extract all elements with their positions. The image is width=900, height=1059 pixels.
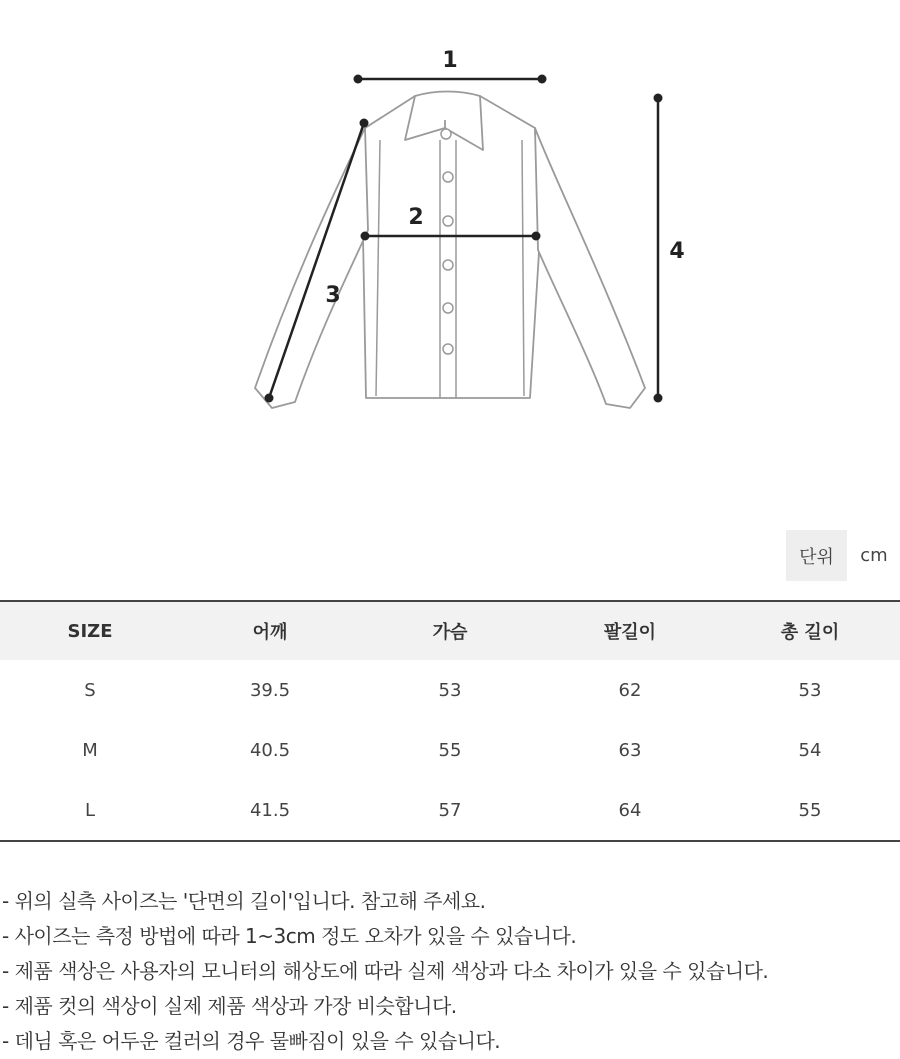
cell-chest: 55	[438, 739, 462, 761]
cell-chest: 57	[438, 799, 462, 821]
cell-sleeve: 64	[618, 799, 642, 821]
label-2: 2	[408, 205, 424, 230]
cell-size: M	[82, 739, 98, 761]
cell-length: 53	[798, 679, 822, 701]
cell-length: 54	[798, 739, 822, 761]
cell-shoulder: 41.5	[249, 799, 291, 821]
label-3: 3	[325, 283, 341, 308]
cell-shoulder: 40.5	[249, 739, 291, 761]
table-header-row	[0, 601, 900, 660]
header-shoulder: 어깨	[180, 601, 360, 660]
note-item: - 사이즈는 측정 방법에 따라 1~3cm 정도 오차가 있을 수 있습니다.	[2, 924, 577, 948]
header-size: SIZE	[0, 601, 180, 660]
header-sleeve: 팔길이	[540, 601, 720, 660]
cell-chest: 53	[438, 679, 462, 701]
table-row	[0, 720, 900, 780]
size-table	[0, 600, 900, 842]
cell-sleeve: 62	[618, 679, 642, 701]
note-item: - 데님 혹은 어두운 컬러의 경우 물빠짐이 있을 수 있습니다.	[2, 1029, 501, 1053]
header-length: 총 길이	[720, 601, 900, 660]
cell-length: 55	[798, 799, 822, 821]
notes-list	[2, 884, 897, 1059]
cell-size: S	[84, 679, 96, 701]
shirt-measurement-diagram	[0, 0, 900, 480]
cell-sleeve: 63	[618, 739, 642, 761]
measure-shoulder	[354, 75, 547, 84]
note-item: - 제품 색상은 사용자의 모니터의 해상도에 따라 실제 색상과 다소 차이가 있을 수 있습니다.	[2, 959, 769, 983]
cell-shoulder: 39.5	[249, 679, 291, 701]
table-row	[0, 660, 900, 720]
table-row	[0, 780, 900, 841]
label-4: 4	[669, 239, 685, 264]
note-item: - 위의 실측 사이즈는 '단면의 길이'입니다. 참고해 주세요.	[2, 889, 486, 913]
shirt-outline	[255, 92, 645, 409]
header-chest: 가슴	[360, 601, 540, 660]
label-1: 1	[442, 48, 458, 73]
unit-value: cm	[860, 545, 888, 566]
cell-size: L	[84, 799, 96, 821]
unit-label: 단위	[786, 530, 847, 581]
measure-length	[654, 94, 663, 403]
note-item: - 제품 컷의 색상이 실제 제품 색상과 가장 비슷합니다.	[2, 994, 457, 1018]
